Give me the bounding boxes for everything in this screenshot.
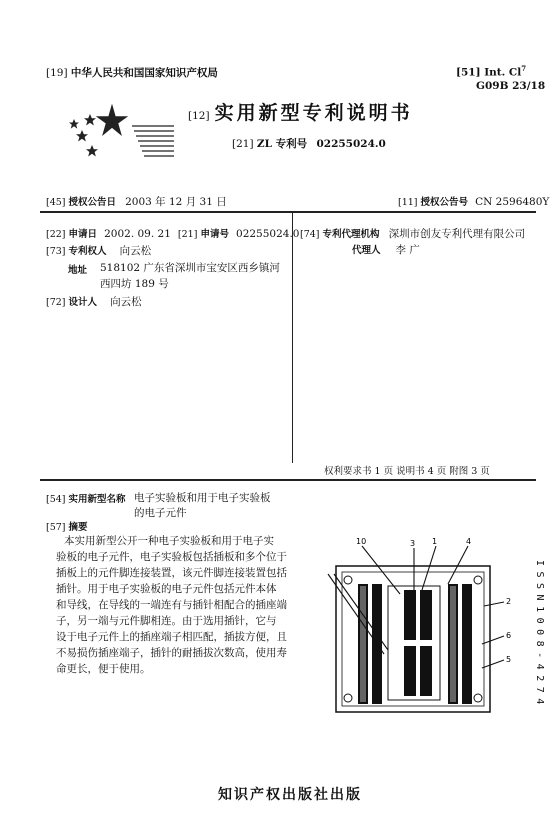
- patentee-code: [73]: [46, 246, 66, 257]
- page-count-summary: 权利要求书 1 页 说明书 4 页 附图 3 页: [324, 466, 490, 477]
- publisher-footer: 知识产权出版社出版: [218, 787, 362, 803]
- invention-title-line-2: 的电子元件: [134, 507, 187, 519]
- agent: 李 广: [395, 244, 420, 256]
- issn-side-text: ISSN1008-4274: [534, 560, 545, 710]
- abstract-line: 和导线，在导线的一端连有与插针相配合的插座端: [56, 599, 287, 611]
- designer-label: 设计人: [68, 297, 98, 308]
- doc-type-code: [12]: [188, 110, 210, 122]
- figure-label: 3: [410, 539, 416, 548]
- app-no: 02255024.0: [236, 228, 300, 240]
- abstract-label: 摘要: [68, 522, 88, 533]
- address-line-2: 西四坊 189 号: [100, 278, 169, 290]
- abstract-line: 命更长，便于使用。: [56, 663, 151, 675]
- figure-label: 1: [432, 537, 438, 546]
- address-line-1: 518102 广东省深圳市宝安区西乡镇河: [100, 262, 280, 274]
- grant-date-code: [45]: [46, 197, 66, 208]
- abstract-line: 设于电子元件上的插座端子相匹配，插拔方便，且: [56, 631, 287, 643]
- abstract-line: 子，另一端与元件脚相连。由于选用插针，它与: [56, 615, 277, 627]
- office-code: [19]: [46, 67, 68, 79]
- app-no-code: [21]: [177, 229, 198, 240]
- grant-no-label: 授权公告号: [420, 197, 469, 208]
- filing-date: 2002. 09. 21: [104, 228, 171, 240]
- agent-label: 代理人: [352, 245, 381, 256]
- agency-code: [74]: [300, 229, 320, 240]
- abstract-line: 插板上的元件脚连接装置，该元件脚连接装置包括: [56, 567, 287, 579]
- national-emblem-stars-icon: [62, 96, 182, 166]
- abstract-code: [57]: [46, 522, 66, 533]
- filing-date-code: [22]: [46, 229, 66, 240]
- patentee-row: [46, 243, 151, 258]
- ipc-edition: 7: [521, 64, 527, 73]
- divider-vertical: [292, 213, 293, 463]
- breadboard-drawing: [318, 534, 528, 714]
- divider-bottom: [40, 479, 536, 481]
- office-name: 中华人民共和国国家知识产权局: [70, 67, 218, 79]
- patentee: 向云松: [119, 245, 152, 257]
- ipc-label: Int. Cl: [484, 66, 522, 79]
- abstract-line: 插针。用于电子实验板的电子元件包括元件本体: [56, 583, 277, 595]
- app-no-label: 申请号: [200, 229, 229, 240]
- patent-no: 02255024.0: [316, 138, 386, 150]
- grant-no-row: [398, 194, 549, 208]
- grant-date-row: [46, 194, 227, 209]
- grant-date: 2003 年 12 月 31 日: [125, 196, 227, 208]
- designer-row: [46, 294, 142, 309]
- grant-date-label: 授权公告日: [68, 197, 117, 208]
- abstract-line: 本实用新型公开一种电子实验板和用于电子实: [64, 535, 274, 547]
- filing-date-label: 申请日: [68, 229, 98, 240]
- office-header: [46, 65, 218, 80]
- figure-label: 10: [356, 537, 367, 546]
- doc-type-title: 实用新型专利说明书: [214, 102, 413, 124]
- figure-label: 4: [466, 537, 472, 546]
- abstract-line: 不易损伤插座端子，插针的耐插拔次数高，使用寿: [56, 647, 287, 659]
- grant-no: CN 2596480Y: [475, 196, 550, 208]
- grant-no-code: [11]: [398, 197, 418, 208]
- agency-label: 专利代理机构: [322, 229, 380, 240]
- agency-row: [300, 226, 525, 241]
- invention-title-label: 实用新型名称: [68, 494, 126, 505]
- invention-title-code: [54]: [46, 494, 66, 505]
- abstract-heading: [46, 519, 88, 533]
- ipc-code: [51]: [456, 66, 481, 79]
- address-label: 地址: [68, 265, 88, 276]
- ipc-block: [456, 64, 526, 79]
- ipc-value: G09B 23/18: [476, 80, 546, 92]
- agent-row: [352, 242, 420, 257]
- abstract-text: [56, 533, 306, 677]
- divider-top: [40, 211, 536, 213]
- invention-title-line-1: 电子实验板和用于电子实验板: [134, 492, 271, 504]
- designer: 向云松: [110, 296, 142, 308]
- patent-no-code: [21]: [232, 138, 254, 150]
- patent-no-label: ZL 专利号: [256, 138, 308, 150]
- designer-code: [72]: [46, 297, 66, 308]
- figure-label: 2: [506, 597, 512, 606]
- invention-title-row: [46, 491, 126, 505]
- agency: 深圳市创友专利代理有限公司: [388, 228, 526, 240]
- figure-label: 5: [506, 655, 512, 664]
- figure-label: 6: [506, 631, 512, 640]
- document-type: [188, 98, 413, 125]
- abstract-line: 验板的电子元件，电子实验板包括插板和多个位于: [56, 551, 287, 563]
- filing-row: [46, 226, 299, 240]
- patent-number-line: [232, 136, 386, 151]
- patentee-label: 专利权人: [68, 246, 107, 257]
